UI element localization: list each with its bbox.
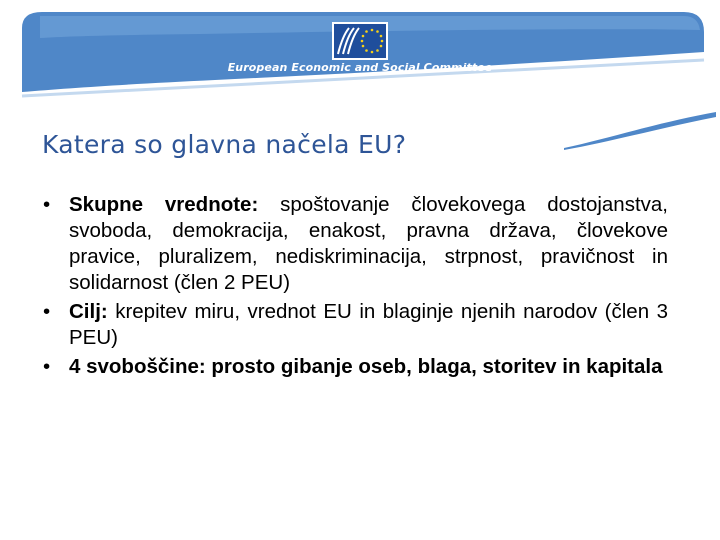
bullet-item-freedoms [42,354,668,380]
organization-name: European Economic and Social Committee [227,61,493,74]
bullet-label: Skupne vrednote: [69,193,259,216]
bullet-label: Cilj: [69,300,108,323]
bullet-text: spoštovanje človekovega dostojanstva, svoboda, demokracija, enakost, pravna država, človekove pravice, pluralizem, nediskriminacija, strpnost, pravičnost in solidarnost (člen 2 PEU) [69,193,668,294]
bullet-item-values [42,192,668,296]
bullet-marker: • [43,355,51,378]
bullet-label: 4 svoboščine: prosto gibanje oseb, blaga, storitev in kapitala [69,355,663,378]
bullet-item-goal [42,299,668,351]
bullet-marker: • [43,300,51,323]
eesc-logo-icon [332,22,388,60]
slide-title: Katera so glavna načela EU? [42,130,407,159]
bullet-text: krepitev miru, vrednot EU in blaginje njenih narodov (člen 3 PEU) [69,300,668,349]
title-accent-swoosh [560,108,720,152]
bullet-marker: • [43,193,51,216]
bullet-list [42,192,668,383]
